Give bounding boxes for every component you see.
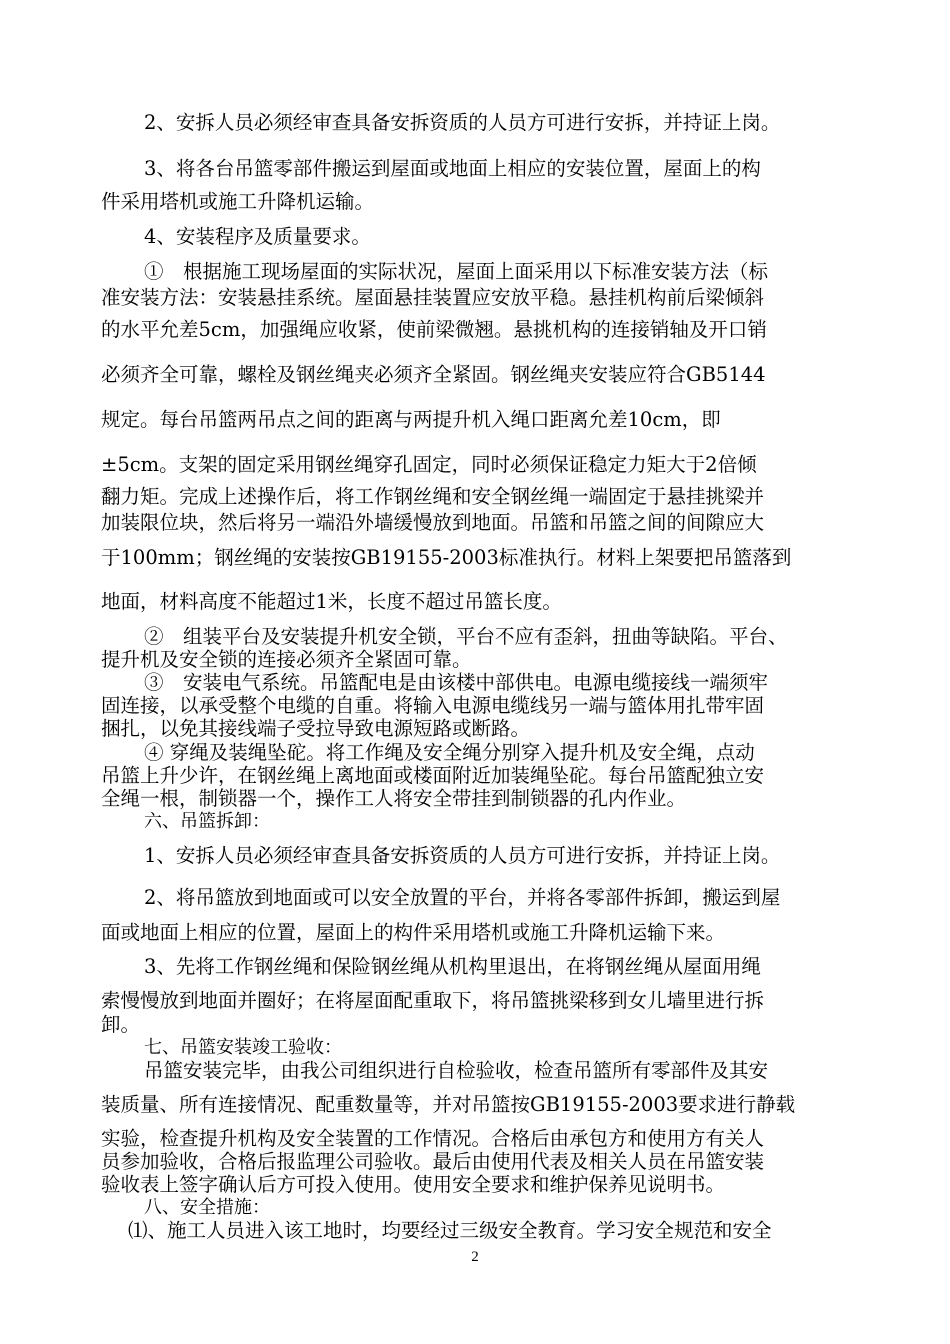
paragraph-line: ③ 安装电气系统。吊篮配电是由该楼中部供电。电源电缆接线一端须牢 — [144, 671, 769, 694]
paragraph-line: 地面，材料高度不能超过1米，长度不超过吊篮长度。 — [101, 590, 562, 613]
paragraph-line: 加装限位块，然后将另一端沿外墙缓慢放到地面。吊篮和吊篮之间的间隙应大 — [101, 511, 765, 534]
section-heading: 八、安全措施： — [144, 1197, 270, 1218]
paragraph-line: ⑴、施工人员进入该工地时，均要经过三级安全教育。学习安全规范和安全 — [128, 1219, 772, 1242]
paragraph-line: 4、安装程序及质量要求。 — [144, 225, 371, 248]
paragraph-line: 固连接，以承受整个电缆的自重。将输入电源电缆线另一端与篮体用扎带牢固 — [101, 694, 765, 717]
paragraph-line: 索慢慢放到地面并圈好；在将屋面配重取下，将吊篮挑梁移到女儿墙里进行拆 — [101, 989, 765, 1012]
paragraph-line: 翻力矩。完成上述操作后，将工作钢丝绳和安全钢丝绳一端固定于悬挂挑梁并 — [101, 485, 765, 508]
paragraph-line: 提升机及安全锁的连接必须齐全紧固可靠。 — [101, 648, 472, 671]
paragraph-line: ② 组装平台及安装提升机安全锁，平台不应有歪斜，扭曲等缺陷。平台、 — [144, 625, 788, 648]
paragraph-line: 3、先将工作钢丝绳和保险钢丝绳从机构里退出，在将钢丝绳从屋面用绳 — [144, 955, 761, 978]
paragraph-line: 实验，检查提升机构及安全装置的工作情况。合格后由承包方和使用方有关人 — [101, 1127, 765, 1150]
paragraph-line: 件采用塔机或施工升降机运输。 — [101, 190, 375, 213]
paragraph-line: 面或地面上相应的位置，屋面上的构件采用塔机或施工升降机运输下来。 — [101, 921, 726, 944]
paragraph-line: 规定。每台吊篮两吊点之间的距离与两提升机入绳口距离允差10cm，即 — [101, 408, 721, 431]
paragraph-line: 卸。 — [101, 1013, 141, 1036]
paragraph-line: 2、安拆人员必须经审查具备安拆资质的人员方可进行安拆，并持证上岗。 — [144, 111, 781, 134]
paragraph-line: 吊篮安装完毕，由我公司组织进行自检验收，检查吊篮所有零部件及其安 — [144, 1059, 769, 1082]
paragraph-line: 捆扎，以免其接线端子受拉导致电源短路或断路。 — [101, 717, 531, 740]
paragraph-line: 于100mm；钢丝绳的安装按GB19155-2003标准执行。材料上架要把吊篮落到 — [101, 546, 792, 569]
paragraph-line: 必须齐全可靠，螺栓及钢丝绳夹必须齐全紧固。钢丝绳夹安装应符合GB5144 — [101, 363, 766, 386]
paragraph-line: 员参加验收，合格后报监理公司验收。最后由使用代表及相关人员在吊篮安装 — [101, 1150, 765, 1173]
section-heading: 六、吊篮拆卸： — [144, 811, 270, 832]
page-number: 2 — [471, 1249, 479, 1265]
paragraph-line: 准安装方法：安装悬挂系统。屋面悬挂装置应安放平稳。悬挂机构前后梁倾斜 — [101, 286, 765, 309]
paragraph-line: 2、将吊篮放到地面或可以安全放置的平台，并将各零部件拆卸，搬运到屋 — [144, 886, 781, 909]
section-heading: 七、吊篮安装竣工验收： — [144, 1037, 342, 1058]
paragraph-line: 3、将各台吊篮零部件搬运到屋面或地面上相应的安装位置，屋面上的构 — [144, 157, 761, 180]
paragraph-line: 的水平允差5cm，加强绳应收紧，使前梁微翘。悬挑机构的连接销轴及开口销 — [101, 318, 767, 341]
paragraph-line: ④ 穿绳及装绳坠砣。将工作绳及安全绳分别穿入提升机及安全绳，点动 — [144, 741, 755, 764]
paragraph-line: ① 根据施工现场屋面的实际状况，屋面上面采用以下标准安装方法（标 — [144, 260, 769, 283]
paragraph-line: 装质量、所有连接情况、配重数量等，并对吊篮按GB19155-2003要求进行静载 — [101, 1093, 796, 1116]
paragraph-line: ±5cm。支架的固定采用钢丝绳穿孔固定，同时必须保证稳定力矩大于2倍倾 — [101, 453, 757, 476]
paragraph-line: 吊篮上升少许，在钢丝绳上离地面或楼面附近加装绳坠砣。每台吊篮配独立安 — [101, 764, 765, 787]
paragraph-line: 验收表上签字确认后方可投入使用。使用安全要求和维护保养见说明书。 — [101, 1173, 726, 1196]
paragraph-line: 全绳一根，制锁器一个，操作工人将安全带挂到制锁器的孔内作业。 — [101, 787, 687, 810]
paragraph-line: 1、安拆人员必须经审查具备安拆资质的人员方可进行安拆，并持证上岗。 — [144, 844, 781, 867]
